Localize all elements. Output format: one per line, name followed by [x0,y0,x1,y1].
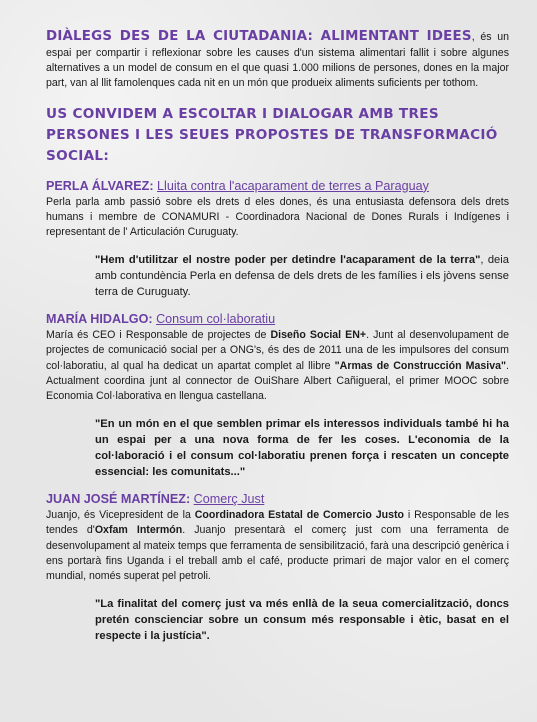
speaker-name: PERLA ÁLVAREZ: [46,178,154,193]
bio-part: Juanjo, és Vicepresident de la [46,509,195,522]
speaker-name: MARÍA HIDALGO: [46,312,153,327]
speaker-topic: Comerç Just [193,492,265,507]
invitation-heading: US CONVIDEM A ESCOLTAR I DIALOGAR AMB TRES PERSONES I LES SEUES PROPOSTES DE TRANSFORMACIÓ SOCIAL: [46,105,498,164]
speaker-perla-bio: Perla parla amb passió sobre els drets d eles dones, és una entusiasta defensora dels drets humans i membre de CONAMURI - Coordinadora Nacional de Dones Rurals i Indígenes i representant de l' Articulación Curuguaty. [46,195,509,239]
speaker-perla-title [46,178,509,195]
speaker-topic: Lluita contra l'acaparament de terres a Paraguay [157,178,429,193]
speaker-juanjo-quote: "La finalitat del comerç just va més enllà de la seua comercialització, doncs pretén conscienciar sobre un consum més responsable i ètic, basat en el respecte i la justícia". [95,598,509,643]
speaker-maria-bio [46,328,509,404]
speaker-maria-title [46,311,509,328]
speaker-juanjo-title [46,491,509,508]
speaker-topic: Consum col·laboratiu [156,312,276,327]
bio-part: . Juanjo presentarà el comerç just com una ferramenta de desenvolupament al mateix temps que ferramenta de sensibilització, farà una descripció genèrica i ens portarà fins Uganda i el treball amb el café, producte primari de major valor en el comerç mundial, només superat pel petroli. [46,524,509,583]
shop-name: Oxfam Intermón [94,524,183,537]
speaker-name: JUAN JOSÉ MARTÍNEZ: [46,492,191,507]
bio-part: i Responsable de les tendes d' [46,509,510,537]
bio-part: . Actualment coordina junt al connector de OuiShare Albert Cañigueral, el primer MOOC sobre Economia Col·laborativa en llengua castellana. [46,359,509,403]
book-title: "Armas de Construcción Masiva" [334,359,507,372]
intro-heading: DIÀLEGS DES DE LA CIUTADANIA: ALIMENTANT IDEES [46,29,472,44]
speaker-juanjo-bio [46,508,509,584]
bio-part: . Junt al desenvolupament de projectes de comunicació social per a ONG's, és des de 2011 una de les impulsores del consum col·laboratiu, al qual ha dedicat un apartat complet al llibre [46,329,509,372]
quote-bold: "Hem d'utilitzar el nostre poder per detindre l'acaparament de la terra" [95,254,481,267]
intro-paragraph [46,28,509,92]
quote-rest: , deia amb contundència Perla en defensa de dels drets de les famílies i els jòvens sense terra de Curuguaty. [95,254,509,299]
org-name: Coordinadora Estatal de Comercio Justo [194,509,404,522]
intro-text: , és un espai per compartir i reflexionar sobre les causes d'un sistema alimentari fallit i sobre algunes alternatives a un model de consum en el que quasi 1.000 milions de persones, dones en la major part, van al llit famolenques cada nit en un món que produeix aliments suficients per tothom. [46,31,509,90]
org-name: Diseño Social EN+ [270,329,367,342]
speaker-maria-quote: "En un món en el que semblen primar els interessos individuals també hi ha un espai per a una nova forma de fer les coses. L'economia de la col·laboració i el consum col·laboratiu prenen força i rescaten un concepte essencial: les comunitats..." [95,418,509,479]
speaker-perla-quote [95,252,509,300]
bio-part: María és CEO i Responsable de projectes de [46,329,271,342]
